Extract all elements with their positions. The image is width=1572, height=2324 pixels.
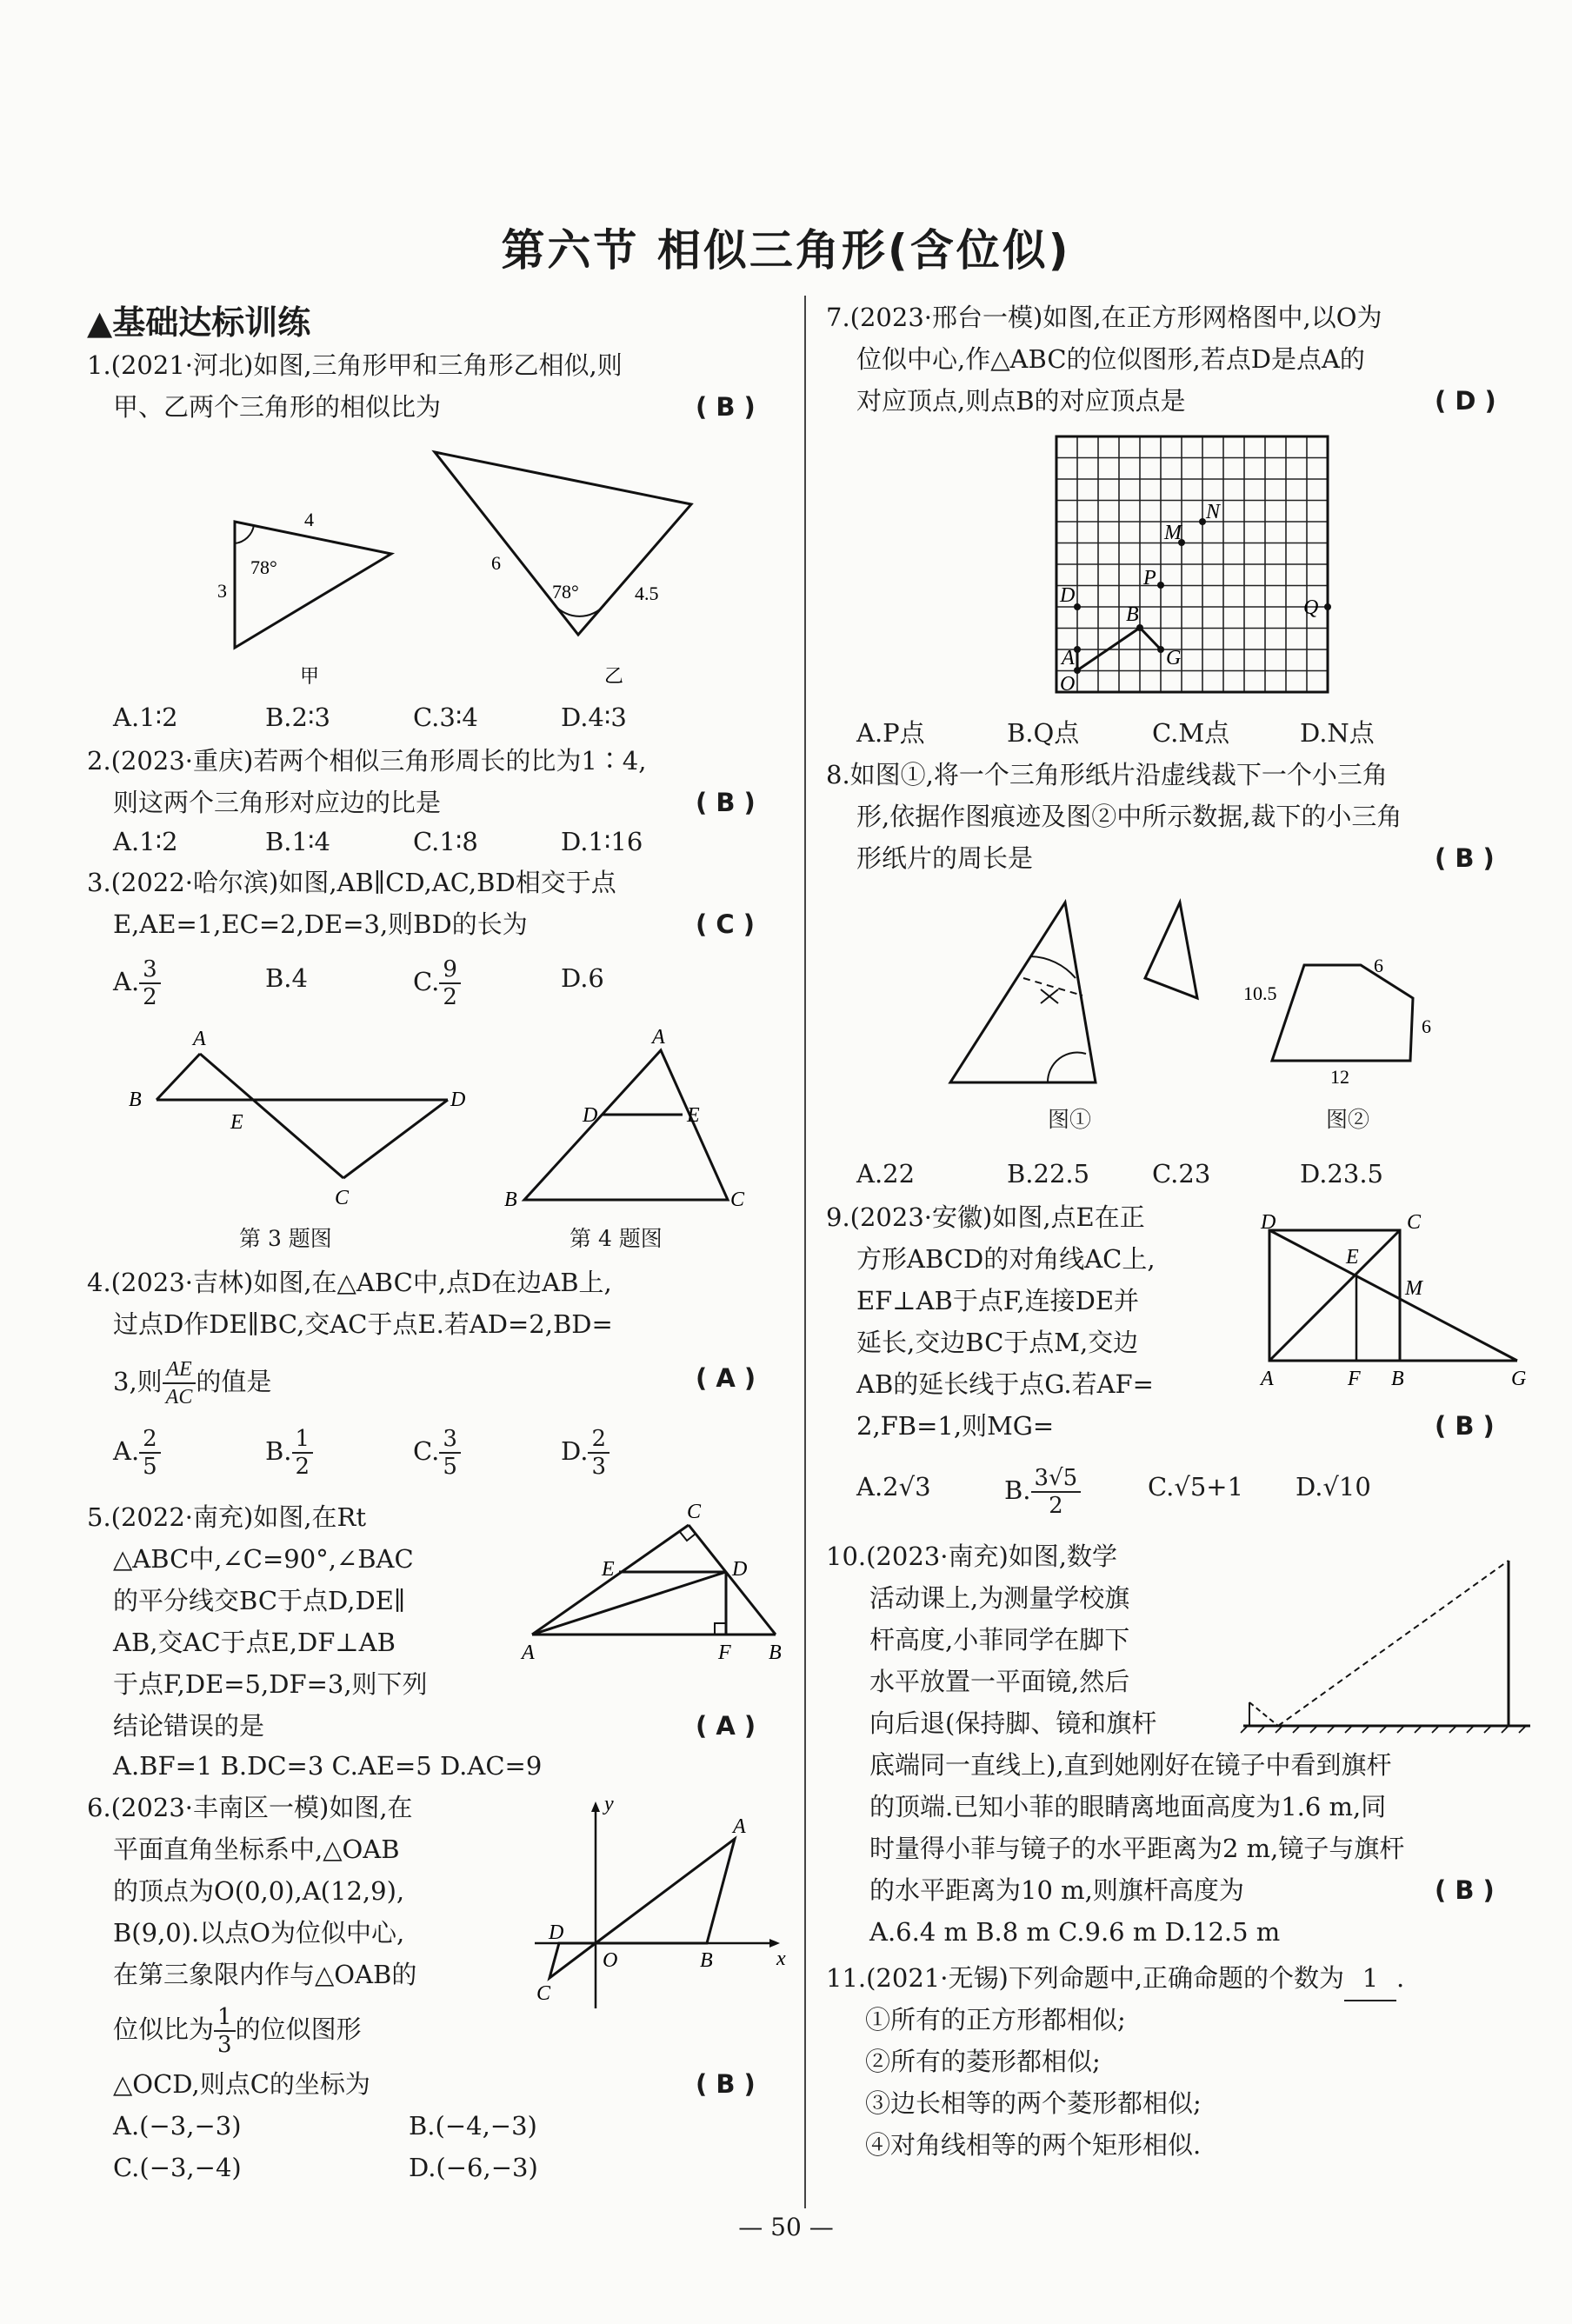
q6-line1: 6.(2023·丰南区一模)如图,在 [87,1793,413,1822]
svg-text:A: A [733,1815,746,1838]
q9-line4: 延长,交边BC于点M,交边 [856,1328,1139,1357]
svg-text:P: P [1143,567,1156,589]
svg-text:A: A [1062,647,1075,669]
q11-answer: 1 [1344,1956,1396,2001]
q3-line1: 3.(2022·哈尔滨)如图,AB∥CD,AC,BD相交于点 [87,868,616,897]
q6-option-a: A.(−3,−3) [113,2111,242,2141]
svg-text:D: D [732,1558,748,1581]
column-divider [804,296,806,2208]
q10-answer: ( B ) [1435,1875,1495,1905]
q7-option-c: C.M点 [1152,718,1230,748]
q5-line6: 结论错误的是 [113,1711,265,1741]
q4-line1: 4.(2023·吉林)如图,在△ABC中,点D在边AB上, [87,1268,612,1297]
svg-text:D: D [549,1921,564,1944]
q5-options: A.BF=1 B.DC=3 C.AE=5 D.AC=9 [113,1751,543,1781]
q6-figure [526,1791,787,2017]
svg-text:F: F [1348,1368,1361,1390]
svg-text:C: C [335,1187,350,1209]
q10-line6: 底端同一直线上),直到她刚好在镜子中看到旗杆 [869,1750,1392,1780]
q11-line1: 11.(2021·无锡)下列命题中,正确命题的个数为 1 . [826,1956,1404,2001]
q7-grid-figure [1056,436,1335,697]
svg-text:10.5: 10.5 [1243,982,1277,1004]
q1-yi-name: 乙 [604,665,624,687]
q1-answer: ( B ) [696,392,756,422]
q1-option-d: D.4∶3 [561,703,627,732]
q11-item-2: ②所有的菱形都相似; [865,2047,1101,2076]
svg-text:D: D [1060,584,1076,607]
svg-text:G: G [1511,1368,1527,1390]
svg-text:x: x [776,1948,786,1970]
svg-text:M: M [1405,1277,1422,1300]
q2-option-d: D.1∶16 [561,827,643,856]
q4-option-c: C. $\frac{3}{5}$ [413,1426,461,1480]
q7-line1: 7.(2023·邢台一模)如图,在正方形网格图中,以O为 [826,303,1382,332]
q3-option-b: B.4 [265,963,308,993]
q1-line2: 甲、乙两个三角形的相似比为 [113,392,442,422]
q9-option-b: B. $\frac{3√5}{2}$ [1004,1465,1081,1519]
q8-line1: 8.如图①,将一个三角形纸片沿虚线裁下一个小三角 [826,760,1388,789]
q1-option-b: B.2∶3 [265,703,330,732]
page-title: 第六节 相似三角形(含位似) [501,225,1071,276]
q8-answer: ( B ) [1435,843,1495,873]
q1-yi-left: 6 [491,552,501,574]
q5-line1: 5.(2022·南充)如图,在Rt [87,1502,367,1532]
q4-option-b: B. $\frac{1}{2}$ [265,1426,313,1480]
q3-caption: 第 3 题图 [239,1226,332,1251]
svg-text:B: B [129,1089,142,1111]
q1-triangle-yi [435,452,691,635]
q8-option-b: B.22.5 [1007,1159,1090,1189]
q2-line1: 2.(2023·重庆)若两个相似三角形周长的比为1∶4, [87,746,647,776]
q10-line2: 活动课上,为测量学校旗 [869,1583,1130,1613]
q2-option-a: A.1∶2 [113,827,178,856]
q4-caption: 第 4 题图 [570,1226,663,1251]
q9-answer: ( B ) [1435,1411,1495,1441]
q2-option-b: B.1∶4 [265,827,330,856]
q8-option-a: A.22 [856,1159,916,1189]
q8-option-c: C.23 [1152,1159,1211,1189]
q1-jia-left: 3 [217,580,227,602]
svg-text:12: 12 [1330,1066,1349,1088]
q11-item-4: ④对角线相等的两个矩形相似. [865,2130,1202,2160]
q10-line8: 时量得小菲与镜子的水平距离为2 m,镜子与旗杆 [869,1834,1405,1863]
q6-option-d: D.(−6,−3) [409,2153,538,2182]
q3-answer: ( C ) [696,909,755,939]
svg-text:C: C [536,1982,551,2005]
q9-line1: 9.(2023·安徽)如图,点E在正 [826,1202,1145,1232]
q9-line5: AB的延长线于点G.若AF= [856,1369,1154,1399]
q1-option-a: A.1∶2 [113,703,178,732]
q9-line6: 2,FB=1,则MG= [856,1411,1055,1441]
q7-option-b: B.Q点 [1007,718,1080,748]
svg-text:y: y [604,1793,614,1815]
q8-line2: 形,依据作图痕迹及图②中所示数据,裁下的小三角 [856,802,1402,831]
q4-option-d: D. $\frac{2}{3}$ [561,1426,609,1480]
svg-text:E: E [602,1558,615,1581]
q6-line2: 平面直角坐标系中,△OAB [113,1835,400,1864]
q11-item-1: ①所有的正方形都相似; [865,2005,1126,2034]
q10-figure [1239,1556,1535,1730]
q4-line3: 3,则 $\frac{AE}{AC}$ 的值是 [113,1358,272,1408]
q10-line5: 向后退(保持脚、镜和旗杆 [869,1708,1157,1738]
q2-option-c: C.1∶8 [413,827,478,856]
q1-yi-angle: 78° [552,581,579,603]
svg-text:B: B [1391,1368,1404,1390]
q5-answer: ( A ) [696,1711,756,1741]
page-number: — 50 — [738,2213,834,2241]
q3-option-a: A. $\frac{3}{2}$ [113,956,161,1010]
q1-jia-top: 4 [304,509,314,530]
q3-option-d: D.6 [561,963,604,993]
q4-option-a: A. $\frac{2}{5}$ [113,1426,161,1480]
q2-line2: 则这两个三角形对应边的比是 [113,788,442,817]
q10-line7: 的顶端.已知小菲的眼睛离地面高度为1.6 m,同 [869,1792,1387,1821]
q1-figure [209,435,730,696]
svg-text:A: A [1261,1368,1274,1390]
q9-option-d: D.√10 [1296,1472,1371,1502]
q8-figure-2 [1243,955,1456,1088]
q9-line3: EF⊥AB于点F,连接DE并 [856,1286,1140,1315]
q1-line1: 1.(2021·河北)如图,三角形甲和三角形乙相似,则 [87,350,623,380]
q8-option-d: D.23.5 [1300,1159,1384,1189]
svg-text:D: D [1261,1211,1276,1234]
q4-figure [500,1026,761,1217]
svg-text:B: B [1126,603,1139,626]
svg-text:E: E [1346,1246,1359,1269]
svg-text:O: O [1060,673,1076,696]
svg-text:B: B [700,1949,713,1972]
q4-answer: ( A ) [696,1363,756,1393]
q1-jia-name: 甲 [300,665,320,687]
svg-text:B: B [504,1189,517,1211]
q6-line7: △OCD,则点C的坐标为 [113,2069,370,2099]
q1-jia-angle: 78° [250,556,277,578]
svg-text:6: 6 [1422,1016,1431,1037]
q7-answer: ( D ) [1435,386,1496,416]
q5-line3: 的平分线交BC于点D,DE∥ [113,1586,406,1615]
q10-line3: 杆高度,小菲同学在脚下 [869,1625,1130,1655]
q9-option-a: A.2√3 [856,1472,931,1502]
q11-item-3: ③边长相等的两个菱形都相似; [865,2088,1202,2118]
q8-caption-2: 图② [1326,1107,1370,1132]
svg-text:E: E [687,1104,700,1127]
svg-text:Q: Q [1303,596,1319,619]
q10-line4: 水平放置一平面镜,然后 [869,1667,1130,1696]
svg-text:M: M [1164,522,1182,544]
svg-text:N: N [1206,501,1221,523]
q6-line3: 的顶点为O(0,0),A(12,9), [113,1876,405,1906]
q2-answer: ( B ) [696,788,756,817]
q7-line2: 位似中心,作△ABC的位似图形,若点D是点A的 [856,344,1365,374]
q6-option-c: C.(−3,−4) [113,2153,242,2182]
q10-options: A.6.4 m B.8 m C.9.6 m D.12.5 m [869,1917,1281,1947]
q5-line4: AB,交AC于点E,DF⊥AB [113,1628,396,1657]
svg-text:A: A [652,1026,665,1049]
svg-text:B: B [769,1641,782,1664]
q6-line4: B(9,0).以点O为位似中心, [113,1918,405,1948]
q6-line5: 在第三象限内作与△OAB的 [113,1960,417,1989]
svg-text:D: D [450,1089,466,1111]
svg-text:E: E [230,1111,243,1134]
q4-line2: 过点D作DE∥BC,交AC于点E.若AD=2,BD= [113,1309,613,1339]
svg-text:G: G [1166,647,1182,669]
q7-option-d: D.N点 [1300,718,1375,748]
q3-option-c: C. $\frac{9}{2}$ [413,956,461,1010]
q3-figure [122,1026,487,1217]
q3-line2: E,AE=1,EC=2,DE=3,则BD的长为 [113,909,528,939]
svg-text:C: C [687,1501,702,1523]
svg-text:C: C [1407,1211,1422,1234]
q10-line1: 10.(2023·南充)如图,数学 [826,1542,1117,1571]
q5-line5: 于点F,DE=5,DF=3,则下列 [113,1669,428,1699]
svg-text:D: D [583,1104,598,1127]
svg-text:O: O [603,1949,618,1972]
q8-caption-1: 图① [1048,1107,1092,1132]
q6-line6: 位似比为 $\frac{1}{3}$ 的位似图形 [113,2004,362,2058]
q9-line2: 方形ABCD的对角线AC上, [856,1244,1156,1274]
q9-option-c: C.√5+1 [1148,1472,1244,1502]
q5-line2: △ABC中,∠C=90°,∠BAC [113,1544,414,1574]
q8-figure-1 [943,896,1204,1087]
section-heading: ▲基础达标训练 [87,303,311,342]
svg-text:6: 6 [1374,955,1383,976]
svg-text:A: A [522,1641,535,1664]
q1-triangle-jia [235,522,391,648]
q6-answer: ( B ) [696,2069,756,2099]
q7-line3: 对应顶点,则点B的对应顶点是 [856,386,1186,416]
q8-line3: 形纸片的周长是 [856,843,1034,873]
q9-figure [1261,1211,1539,1390]
q1-yi-right: 4.5 [635,583,659,604]
svg-text:F: F [718,1641,731,1664]
q7-option-a: A.P点 [856,718,925,748]
q10-line9: 的水平距离为10 m,则旗杆高度为 [869,1875,1244,1905]
q1-option-c: C.3∶4 [413,703,478,732]
svg-text:C: C [730,1189,745,1211]
q5-figure [522,1495,800,1669]
q6-option-b: B.(−4,−3) [409,2111,537,2141]
svg-text:A: A [193,1028,206,1050]
